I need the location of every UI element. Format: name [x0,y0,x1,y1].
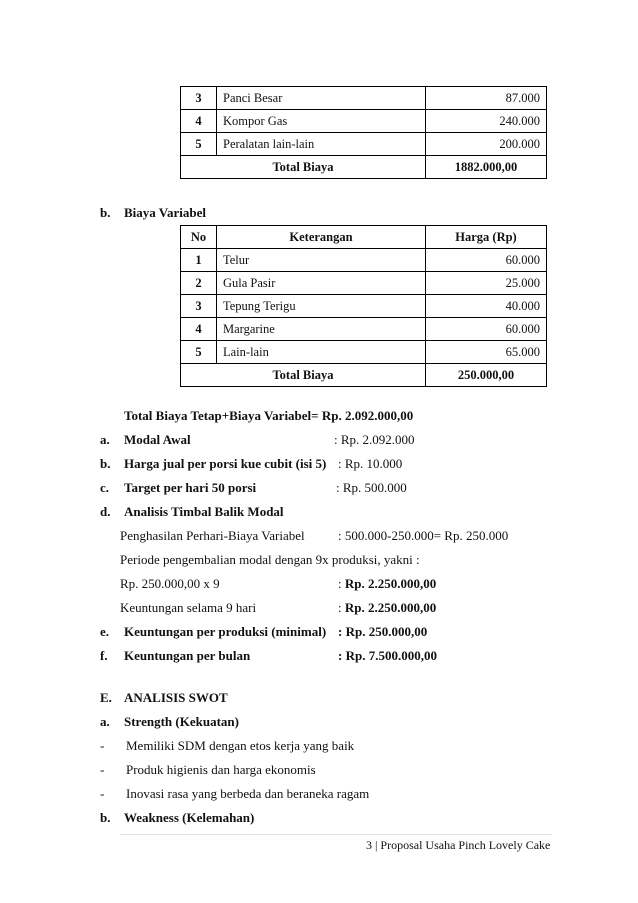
row-price: 60.000 [426,249,547,272]
item-letter: a. [100,432,110,447]
footer-divider [120,834,552,835]
modal-awal-value: : Rp. 2.092.000 [334,432,415,447]
table-row [181,272,547,295]
keuntungan-bulan-value: : Rp. 7.500.000,00 [338,648,437,663]
swot-heading: ANALISIS SWOT [124,690,228,705]
strength-item: Inovasi rasa yang berbeda dan beraneka ragam [126,786,370,801]
row-item: Panci Besar [217,87,426,110]
fixed-cost-table [180,86,547,179]
strength-title: Strength (Kekuatan) [124,714,239,729]
bullet: - [100,738,105,753]
kali-amount: Rp. 2.250.000,00 [344,576,437,591]
colon: : [338,576,345,591]
harga-jual-value: : Rp. 10.000 [338,456,403,471]
swot-heading-letter: E. [100,690,112,705]
kali-value [338,576,436,592]
table-header-row [181,226,547,249]
strength-item: Produk higienis dan harga ekonomis [126,762,316,777]
weakness-title: Weakness (Kelemahan) [124,810,255,825]
item-letter: a. [100,714,110,729]
strength-item: Memiliki SDM dengan etos kerja yang baik [126,738,355,753]
penghasilan-value: : 500.000-250.000= Rp. 250.000 [338,528,509,543]
table-row [181,341,547,364]
target-label: Target per hari 50 porsi [124,480,257,495]
row-number: 4 [181,318,217,341]
row-price: 60.000 [426,318,547,341]
item-letter: e. [100,624,110,639]
total-value: 250.000,00 [426,364,547,387]
selama-label: Keuntungan selama 9 hari [120,600,257,615]
periode-text: Periode pengembalian modal dengan 9x produksi, yakni : [120,552,420,567]
harga-jual-label: Harga jual per porsi kue cubit (isi 5) [124,456,327,471]
section-variable-cost-letter: b. [100,205,111,220]
row-item: Gula Pasir [217,272,426,295]
row-price: 87.000 [426,87,547,110]
table-row [181,249,547,272]
keuntungan-bulan-label: Keuntungan per bulan [124,648,251,663]
total-value: 1882.000,00 [426,156,547,179]
row-price: 40.000 [426,295,547,318]
row-number: 5 [181,341,217,364]
row-item: Margarine [217,318,426,341]
row-price: 65.000 [426,341,547,364]
row-number: 3 [181,295,217,318]
selama-value [338,600,436,616]
total-cost-summary: Total Biaya Tetap+Biaya Variabel= Rp. 2.092.000,00 [124,408,414,423]
target-value: : Rp. 500.000 [336,480,407,495]
item-letter: f. [100,648,108,663]
row-price: 240.000 [426,110,547,133]
penghasilan-label: Penghasilan Perhari-Biaya Variabel [120,528,305,543]
bullet: - [100,762,105,777]
table-row [181,318,547,341]
row-item: Peralatan lain-lain [217,133,426,156]
analisis-label: Analisis Timbal Balik Modal [124,504,284,519]
total-label: Total Biaya [181,364,426,387]
page-footer: 3 | Proposal Usaha Pinch Lovely Cake [366,838,551,852]
keuntungan-produksi-label: Keuntungan per produksi (minimal) [124,624,327,639]
total-label: Total Biaya [181,156,426,179]
row-number: 1 [181,249,217,272]
bullet: - [100,786,105,801]
table-row [181,295,547,318]
variable-cost-table [180,225,547,387]
selama-amount: Rp. 2.250.000,00 [344,600,437,615]
row-item: Tepung Terigu [217,295,426,318]
item-letter: d. [100,504,111,519]
header-price: Harga (Rp) [426,226,547,249]
modal-awal-label: Modal Awal [124,432,191,447]
table-row [181,110,547,133]
kali-label: Rp. 250.000,00 x 9 [120,576,220,591]
header-item: Keterangan [217,226,426,249]
total-row [181,156,547,179]
keuntungan-produksi-value: : Rp. 250.000,00 [338,624,428,639]
row-number: 2 [181,272,217,295]
row-number: 3 [181,87,217,110]
row-item: Lain-lain [217,341,426,364]
row-item: Kompor Gas [217,110,426,133]
header-no: No [181,226,217,249]
item-letter: c. [100,480,110,495]
section-variable-cost-title: Biaya Variabel [124,205,206,220]
total-row [181,364,547,387]
row-number: 5 [181,133,217,156]
row-number: 4 [181,110,217,133]
item-letter: b. [100,810,111,825]
row-price: 25.000 [426,272,547,295]
table-row [181,133,547,156]
colon: : [338,600,345,615]
row-price: 200.000 [426,133,547,156]
row-item: Telur [217,249,426,272]
table-row [181,87,547,110]
item-letter: b. [100,456,111,471]
